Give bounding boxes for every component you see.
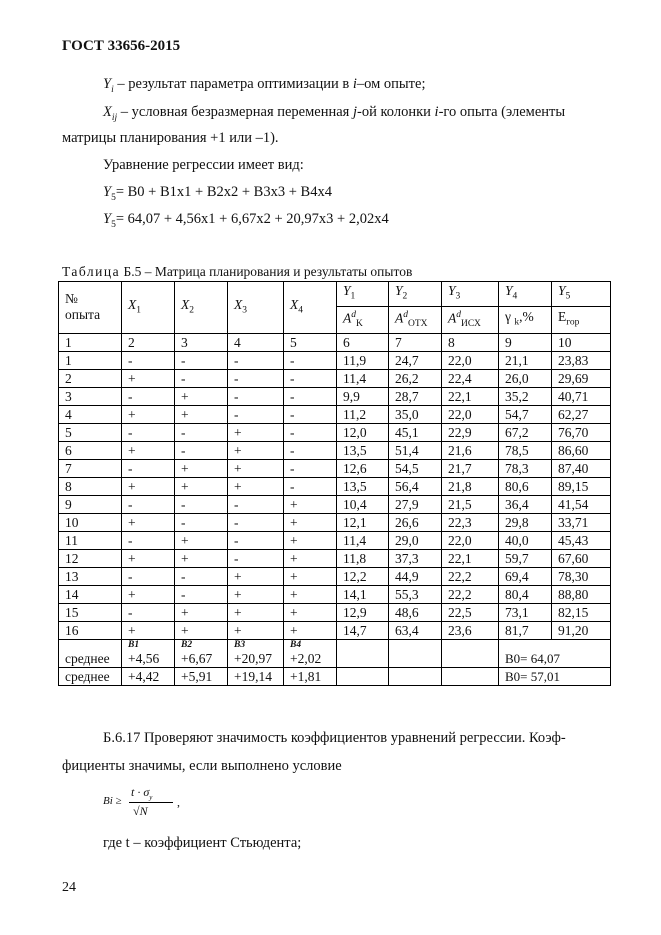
mean-value: +20,97 <box>234 650 272 666</box>
regression-equation-general <box>103 184 332 203</box>
page-number: 24 <box>62 880 76 895</box>
result-value-cell: 23,6 <box>442 621 499 639</box>
result-value-cell: 27,9 <box>389 495 442 513</box>
factor-level-cell: + <box>175 549 228 567</box>
empty-cell <box>337 639 389 667</box>
result-value-cell: 35,0 <box>389 405 442 423</box>
header-ad-isx: $A^d_{ИСХ}$ <box>442 306 499 333</box>
result-value-cell: 59,7 <box>499 549 552 567</box>
result-value-cell: 12,2 <box>337 567 389 585</box>
result-value-cell: 11,9 <box>337 351 389 369</box>
header-x2: $X_2$ <box>175 282 228 334</box>
mean-value: +4,42 <box>122 667 175 685</box>
result-value-cell: 21,8 <box>442 477 499 495</box>
result-value-cell: 28,7 <box>389 387 442 405</box>
result-value-cell: 62,27 <box>552 405 611 423</box>
xij-definition-cont: матрицы планирования +1 или –1). <box>62 130 279 146</box>
result-value-cell: 48,6 <box>389 603 442 621</box>
column-number-cell: 1 <box>59 333 122 351</box>
b0-value-1: B0= 64,07 <box>499 639 611 667</box>
experiment-number-cell: 16 <box>59 621 122 639</box>
result-value-cell: 22,9 <box>442 423 499 441</box>
result-value-cell: 26,0 <box>499 369 552 387</box>
yi-text-b: –ом опыте; <box>356 76 426 92</box>
table-caption-label: Таблица <box>62 264 121 279</box>
factor-level-cell: - <box>284 405 337 423</box>
factor-level-cell: - <box>284 351 337 369</box>
result-value-cell: 67,60 <box>552 549 611 567</box>
factor-level-cell: - <box>175 495 228 513</box>
result-value-cell: 11,2 <box>337 405 389 423</box>
header-y3: $Y_3$ <box>442 282 499 307</box>
experiment-number-cell: 10 <box>59 513 122 531</box>
result-value-cell: 22,0 <box>442 531 499 549</box>
result-value-cell: 22,3 <box>442 513 499 531</box>
result-value-cell: 12,1 <box>337 513 389 531</box>
header-no-symbol: № <box>65 291 78 307</box>
empty-cell <box>389 639 442 667</box>
coef-label-b1: B1 <box>128 639 140 650</box>
table-row <box>59 549 611 567</box>
mean-cell-b2 <box>175 639 228 667</box>
yi-subscript: i <box>111 84 114 95</box>
mean-cell-b1 <box>122 639 175 667</box>
result-value-cell: 86,60 <box>552 441 611 459</box>
factor-level-cell: - <box>228 387 284 405</box>
section-b6-17-line1: Б.6.17 Проверяют значимость коэффициентов уравнений регрессии. Коэф- <box>103 730 566 746</box>
result-value-cell: 22,5 <box>442 603 499 621</box>
factor-level-cell: + <box>228 459 284 477</box>
result-value-cell: 73,1 <box>499 603 552 621</box>
mean-value: +2,02 <box>290 650 322 666</box>
result-value-cell: 11,4 <box>337 369 389 387</box>
table-header-row-1 <box>59 282 611 307</box>
result-value-cell: 67,2 <box>499 423 552 441</box>
eq1-rhs: = B0 + B1x1 + B2x2 + B3x3 + B4x4 <box>115 184 332 200</box>
factor-level-cell: + <box>175 387 228 405</box>
result-value-cell: 40,71 <box>552 387 611 405</box>
header-x4: $X_4$ <box>284 282 337 334</box>
table-row <box>59 441 611 459</box>
table-row <box>59 603 611 621</box>
header-gamma-k: γ $_k$,% <box>499 306 552 333</box>
result-value-cell: 14,1 <box>337 585 389 603</box>
result-value-cell: 21,6 <box>442 441 499 459</box>
table-row <box>59 423 611 441</box>
mean-value: +19,14 <box>228 667 284 685</box>
result-value-cell: 54,5 <box>389 459 442 477</box>
mean-cell-b4 <box>284 639 337 667</box>
result-value-cell: 54,7 <box>499 405 552 423</box>
factor-level-cell: - <box>228 369 284 387</box>
result-value-cell: 41,54 <box>552 495 611 513</box>
factor-level-cell: - <box>228 405 284 423</box>
coef-label-b4: B4 <box>290 639 302 650</box>
factor-level-cell: + <box>228 621 284 639</box>
factor-level-cell: - <box>175 423 228 441</box>
result-value-cell: 78,5 <box>499 441 552 459</box>
table-row <box>59 351 611 369</box>
experiment-number-cell: 3 <box>59 387 122 405</box>
regression-equation-numeric <box>103 211 389 230</box>
xij-j: j <box>352 104 358 120</box>
result-value-cell: 29,0 <box>389 531 442 549</box>
yi-symbol: Y <box>103 76 112 92</box>
factor-level-cell: - <box>122 387 175 405</box>
experiment-number-cell: 4 <box>59 405 122 423</box>
factor-level-cell: - <box>284 423 337 441</box>
student-coefficient-note: где t – коэффициент Стьюдента; <box>103 835 302 851</box>
experiment-number-cell: 12 <box>59 549 122 567</box>
result-value-cell: 81,7 <box>499 621 552 639</box>
result-value-cell: 80,6 <box>499 477 552 495</box>
coef-label-b3: B3 <box>234 639 246 650</box>
header-e-gor: $E_{гор}$ <box>552 306 611 333</box>
factor-level-cell: + <box>175 477 228 495</box>
factor-level-cell: - <box>175 567 228 585</box>
factor-level-cell: - <box>122 423 175 441</box>
table-row <box>59 369 611 387</box>
result-value-cell: 82,15 <box>552 603 611 621</box>
factor-level-cell: - <box>284 387 337 405</box>
section-b6-17-line2: фициенты значимы, если выполнено условие <box>62 758 342 774</box>
xij-text-a: – условная безразмерная переменная <box>117 104 353 120</box>
result-value-cell: 80,4 <box>499 585 552 603</box>
factor-level-cell: + <box>284 585 337 603</box>
result-value-cell: 13,5 <box>337 441 389 459</box>
eq2-lhs: Y <box>103 211 112 227</box>
factor-level-cell: - <box>228 495 284 513</box>
factor-level-cell: + <box>175 405 228 423</box>
result-value-cell: 23,83 <box>552 351 611 369</box>
result-value-cell: 22,2 <box>442 567 499 585</box>
eq2-rhs: = 64,07 + 4,56x1 + 6,67x2 + 20,97x3 + 2,02x4 <box>115 211 389 227</box>
result-value-cell: 87,40 <box>552 459 611 477</box>
factor-level-cell: + <box>122 513 175 531</box>
yi-text-a: – результат параметра оптимизации в <box>113 76 353 92</box>
result-value-cell: 21,7 <box>442 459 499 477</box>
result-value-cell: 12,0 <box>337 423 389 441</box>
factor-level-cell: - <box>228 549 284 567</box>
factor-level-cell: + <box>175 621 228 639</box>
eq1-lhs-sub: 5 <box>111 192 116 203</box>
factor-level-cell: + <box>122 621 175 639</box>
table-row <box>59 585 611 603</box>
result-value-cell: 76,70 <box>552 423 611 441</box>
factor-level-cell: + <box>284 513 337 531</box>
result-value-cell: 21,1 <box>499 351 552 369</box>
yi-text-i: i <box>352 76 357 92</box>
mean-value: +4,56 <box>128 650 160 666</box>
result-value-cell: 55,3 <box>389 585 442 603</box>
result-value-cell: 51,4 <box>389 441 442 459</box>
result-value-cell: 11,4 <box>337 531 389 549</box>
column-number-cell: 7 <box>389 333 442 351</box>
experiment-number-cell: 6 <box>59 441 122 459</box>
experiment-number-cell: 11 <box>59 531 122 549</box>
result-value-cell: 56,4 <box>389 477 442 495</box>
result-value-cell: 37,3 <box>389 549 442 567</box>
table-row <box>59 387 611 405</box>
column-number-cell: 10 <box>552 333 611 351</box>
factor-level-cell: - <box>175 585 228 603</box>
result-value-cell: 22,0 <box>442 351 499 369</box>
header-y1: $Y_1$ <box>337 282 389 307</box>
column-numbering-row <box>59 333 611 351</box>
xij-text-b: -ой колонки <box>357 104 435 120</box>
xij-text-c: -го опыта (элементы <box>438 104 566 120</box>
column-number-cell: 2 <box>122 333 175 351</box>
result-value-cell: 35,2 <box>499 387 552 405</box>
factor-level-cell: + <box>175 603 228 621</box>
factor-level-cell: - <box>122 603 175 621</box>
factor-level-cell: + <box>284 567 337 585</box>
factor-level-cell: + <box>284 603 337 621</box>
result-value-cell: 29,69 <box>552 369 611 387</box>
factor-level-cell: + <box>228 441 284 459</box>
table-row <box>59 477 611 495</box>
xij-symbol: X <box>103 104 112 120</box>
result-value-cell: 63,4 <box>389 621 442 639</box>
formula-numerator: $t \cdot \sigma_y$ <box>131 785 153 802</box>
result-value-cell: 78,30 <box>552 567 611 585</box>
mean-cell-b3 <box>228 639 284 667</box>
header-ad-k: $A^d_K$ <box>337 306 389 333</box>
result-value-cell: 10,4 <box>337 495 389 513</box>
table-caption <box>62 264 412 280</box>
empty-cell <box>442 639 499 667</box>
result-value-cell: 26,6 <box>389 513 442 531</box>
formula-tail: , <box>177 795 180 809</box>
result-value-cell: 22,1 <box>442 387 499 405</box>
column-number-cell: 8 <box>442 333 499 351</box>
result-value-cell: 13,5 <box>337 477 389 495</box>
experiment-number-cell: 5 <box>59 423 122 441</box>
factor-level-cell: + <box>122 441 175 459</box>
result-value-cell: 14,7 <box>337 621 389 639</box>
table-row <box>59 531 611 549</box>
factor-level-cell: + <box>228 603 284 621</box>
factor-level-cell: + <box>122 369 175 387</box>
result-value-cell: 12,9 <box>337 603 389 621</box>
factor-level-cell: + <box>122 585 175 603</box>
xij-i: i <box>434 104 439 120</box>
fraction-bar <box>129 802 173 803</box>
factor-level-cell: + <box>175 459 228 477</box>
eq2-lhs-sub: 5 <box>111 219 116 230</box>
header-y5: $Y_5$ <box>552 282 611 307</box>
empty-cell <box>442 667 499 685</box>
factor-level-cell: + <box>284 621 337 639</box>
header-y2: $Y_2$ <box>389 282 442 307</box>
result-value-cell: 45,1 <box>389 423 442 441</box>
table-caption-text: Б.5 – Матрица планирования и результаты опытов <box>120 264 413 279</box>
result-value-cell: 78,3 <box>499 459 552 477</box>
mean-value: +5,91 <box>175 667 228 685</box>
significance-formula <box>103 785 193 829</box>
result-value-cell: 11,8 <box>337 549 389 567</box>
result-value-cell: 33,71 <box>552 513 611 531</box>
result-value-cell: 24,7 <box>389 351 442 369</box>
experiment-number-cell: 14 <box>59 585 122 603</box>
header-opyta: опыта <box>65 307 101 323</box>
coef-label-b2: B2 <box>181 639 193 650</box>
table-row <box>59 567 611 585</box>
document-header: ГОСТ 33656-2015 <box>62 38 181 54</box>
factor-level-cell: + <box>122 549 175 567</box>
mean-row-1 <box>59 639 611 667</box>
xij-definition <box>103 104 613 123</box>
result-value-cell: 22,4 <box>442 369 499 387</box>
result-value-cell: 69,4 <box>499 567 552 585</box>
column-number-cell: 4 <box>228 333 284 351</box>
column-number-cell: 3 <box>175 333 228 351</box>
factor-level-cell: + <box>284 495 337 513</box>
planning-matrix-table <box>58 281 611 686</box>
column-number-cell: 9 <box>499 333 552 351</box>
factor-level-cell: - <box>175 369 228 387</box>
factor-level-cell: + <box>122 405 175 423</box>
experiment-number-cell: 2 <box>59 369 122 387</box>
result-value-cell: 89,15 <box>552 477 611 495</box>
factor-level-cell: + <box>228 585 284 603</box>
factor-level-cell: + <box>122 477 175 495</box>
result-value-cell: 12,6 <box>337 459 389 477</box>
experiment-number-cell: 13 <box>59 567 122 585</box>
table-row <box>59 405 611 423</box>
factor-level-cell: + <box>228 567 284 585</box>
header-experiment-no <box>59 282 122 334</box>
header-y4: $Y_4$ <box>499 282 552 307</box>
empty-cell <box>389 667 442 685</box>
factor-level-cell: - <box>228 513 284 531</box>
factor-level-cell: - <box>284 441 337 459</box>
factor-level-cell: + <box>175 531 228 549</box>
factor-level-cell: + <box>228 477 284 495</box>
table-row <box>59 495 611 513</box>
result-value-cell: 45,43 <box>552 531 611 549</box>
column-number-cell: 5 <box>284 333 337 351</box>
factor-level-cell: - <box>122 531 175 549</box>
regression-intro: Уравнение регрессии имеет вид: <box>103 157 304 173</box>
result-value-cell: 40,0 <box>499 531 552 549</box>
factor-level-cell: - <box>175 441 228 459</box>
factor-level-cell: + <box>228 423 284 441</box>
result-value-cell: 44,9 <box>389 567 442 585</box>
factor-level-cell: - <box>284 369 337 387</box>
header-x1: $X_1$ <box>122 282 175 334</box>
formula-denominator: √N <box>133 804 148 818</box>
experiment-number-cell: 1 <box>59 351 122 369</box>
mean-value: +1,81 <box>284 667 337 685</box>
mean-label: среднее <box>59 639 122 667</box>
result-value-cell: 21,5 <box>442 495 499 513</box>
eq1-lhs: Y <box>103 184 112 200</box>
result-value-cell: 22,2 <box>442 585 499 603</box>
experiment-number-cell: 9 <box>59 495 122 513</box>
yi-definition <box>103 76 425 95</box>
factor-level-cell: + <box>284 531 337 549</box>
factor-level-cell: + <box>284 549 337 567</box>
factor-level-cell: - <box>284 477 337 495</box>
factor-level-cell: - <box>284 459 337 477</box>
result-value-cell: 22,0 <box>442 405 499 423</box>
mean-label: среднее <box>59 667 122 685</box>
result-value-cell: 9,9 <box>337 387 389 405</box>
empty-cell <box>337 667 389 685</box>
result-value-cell: 88,80 <box>552 585 611 603</box>
factor-level-cell: - <box>122 459 175 477</box>
factor-level-cell: - <box>175 351 228 369</box>
result-value-cell: 26,2 <box>389 369 442 387</box>
formula-lhs: Bi ≥ <box>103 795 122 807</box>
result-value-cell: 22,1 <box>442 549 499 567</box>
table-body <box>59 351 611 639</box>
factor-level-cell: - <box>175 513 228 531</box>
factor-level-cell: - <box>122 567 175 585</box>
result-value-cell: 91,20 <box>552 621 611 639</box>
xij-subscript: ij <box>111 112 118 123</box>
mean-row-2 <box>59 667 611 685</box>
table-row <box>59 621 611 639</box>
mean-value: +6,67 <box>181 650 213 666</box>
result-value-cell: 36,4 <box>499 495 552 513</box>
experiment-number-cell: 8 <box>59 477 122 495</box>
result-value-cell: 29,8 <box>499 513 552 531</box>
factor-level-cell: - <box>228 351 284 369</box>
factor-level-cell: - <box>228 531 284 549</box>
b0-value-2: B0= 57,01 <box>499 667 611 685</box>
factor-level-cell: - <box>122 495 175 513</box>
header-ad-otx: $A^d_{ОТХ}$ <box>389 306 442 333</box>
experiment-number-cell: 15 <box>59 603 122 621</box>
factor-level-cell: - <box>122 351 175 369</box>
experiment-number-cell: 7 <box>59 459 122 477</box>
table-row <box>59 459 611 477</box>
column-number-cell: 6 <box>337 333 389 351</box>
header-x3: $X_3$ <box>228 282 284 334</box>
table-row <box>59 513 611 531</box>
